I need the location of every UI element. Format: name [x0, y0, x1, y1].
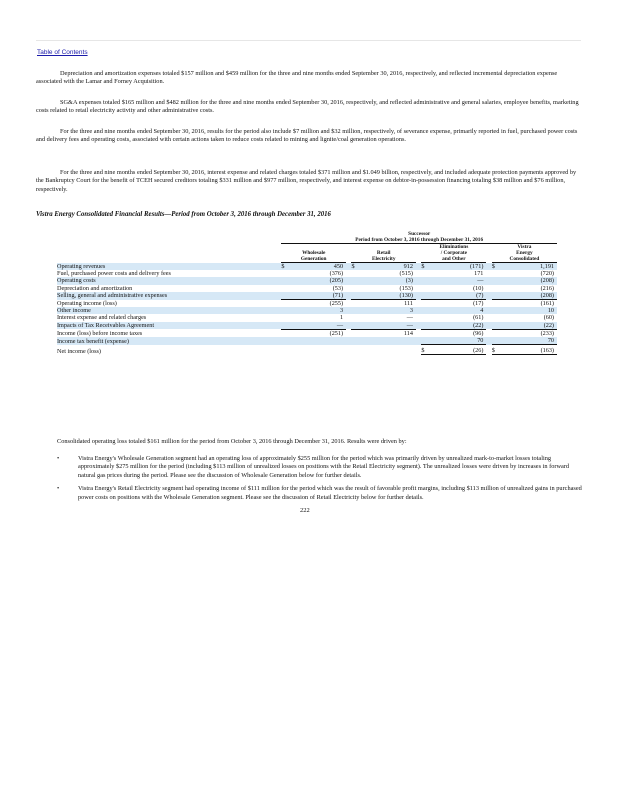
- header-rule: [36, 40, 581, 41]
- bullet-text: Vistra Energy's Retail Electricity segment had operating income of $111 million for the period which was the result of favorable profit margins, including $113 million of unrealized gains in purchased power costs on positions with the Wholesale Generation segment. Please see the discussion of Retail Electricity below for further details.: [78, 485, 582, 501]
- cell-value: 912: [359, 263, 416, 271]
- cell-value: (720): [540, 270, 554, 278]
- row-label: Operating income (loss): [57, 300, 117, 308]
- table-row: [57, 314, 557, 321]
- dollar-sign: $: [492, 263, 500, 271]
- cell-value: 450: [289, 263, 346, 271]
- cell-value: [289, 337, 346, 345]
- cell-value: (7): [429, 292, 486, 300]
- paragraph-interest: [36, 169, 581, 194]
- row-label: Impacts of Tax Receivables Agreement: [57, 322, 281, 330]
- paragraph-text: For the three and nine months ended September 30, 2016, results for the period also include $7 million and $32 million, respectively, of severance expense, primarily reported in fuel, purchased power costs and delivery fees and operating costs, associated with certain actions taken to reduce costs related to mining and lignite/coal generation operations.: [36, 128, 578, 144]
- bullet-icon: •: [57, 485, 60, 493]
- cell-value: 70: [429, 337, 486, 345]
- paragraph-text: For the three and nine months ended September 30, 2016, interest expense and related charges totaled $371 million and $1.049 billion, respectively, and included adequate protection payments approved by the Bankruptcy Court for the benefit of TCEH secured creditors totaling $331 million and $977 million, respectively, and interest expense on debtor-in-possession financing totaling $38 million and $76 million, respectively.: [36, 169, 577, 193]
- table-row: [57, 263, 557, 271]
- cell-value: 1,191: [499, 263, 557, 271]
- cell-value: (61): [473, 314, 484, 322]
- cell-value: (60): [543, 314, 554, 322]
- period-header: Period from October 3, 2016 through December 31, 2016: [281, 237, 557, 244]
- table-row: [57, 337, 557, 345]
- cell-value: —: [406, 314, 413, 322]
- row-label: Depreciation and amortization: [57, 284, 133, 292]
- cell-value: (205): [289, 277, 346, 284]
- cell-value: 70: [499, 337, 557, 345]
- row-label: Selling, general and administrative expenses: [57, 292, 281, 300]
- cell-value: (22): [429, 322, 486, 330]
- bullet-icon: •: [57, 455, 60, 462]
- cell-value: (163): [499, 345, 557, 355]
- page-number: 222: [300, 507, 310, 514]
- dollar-sign: $: [492, 345, 500, 355]
- dollar-sign: $: [421, 263, 429, 271]
- row-label: Income (loss) before income taxes: [57, 329, 143, 337]
- dollar-sign: $: [421, 345, 429, 355]
- cell-value: —: [289, 322, 346, 330]
- cell-value: 171: [474, 270, 484, 278]
- financial-results-table: [57, 231, 557, 355]
- cell-value: (171): [429, 263, 486, 271]
- table-row: [57, 300, 557, 308]
- cell-value: 1: [339, 314, 344, 322]
- cell-value: 10: [499, 307, 557, 314]
- cell-value: (376): [329, 270, 344, 278]
- col-header-consolidated: Vistra Energy Consolidated: [492, 244, 557, 263]
- table-row: [57, 270, 557, 277]
- dollar-sign: $: [351, 263, 359, 271]
- cell-value: (10): [473, 284, 484, 292]
- cell-value: (515): [399, 270, 413, 278]
- summary-text: Consolidated operating loss totaled $161 million for the period from October 3, 2016 through December 31, 2016. Results were driven by:: [57, 438, 407, 445]
- row-label: Operating costs: [57, 277, 281, 284]
- cell-value: (53): [332, 284, 344, 292]
- cell-value: 3: [359, 307, 416, 314]
- bullet-text: Vistra Energy's Wholesale Generation segment had an operating loss of approximately $255 million for the period which was primarily driven by unrealized mark-to-market losses totaling approximately $275 million for the period (including $113 million of unrealized losses on positions with the Retail Electricity segment). The unrealized losses were driven by increases in forward natural gas prices during the period. Please see the discussion of Wholesale Generation below for further details.: [78, 455, 570, 479]
- cell-value: (255): [329, 300, 344, 308]
- cell-value: (153): [399, 284, 413, 292]
- cell-value: 114: [403, 329, 413, 337]
- table-of-contents-link[interactable]: Table of Contents: [37, 49, 88, 56]
- cell-value: (251): [329, 329, 344, 337]
- cell-value: (22): [499, 322, 557, 330]
- paragraph-severance: [36, 128, 581, 145]
- cell-value: (130): [359, 292, 416, 300]
- paragraph-depreciation: [36, 70, 581, 87]
- table-row: [57, 285, 557, 292]
- dollar-sign: $: [281, 263, 289, 271]
- table-row: [57, 307, 557, 314]
- row-label: Other income: [57, 307, 281, 314]
- cell-value: (208): [499, 292, 557, 300]
- table-row: [57, 345, 557, 355]
- cell-value: (71): [289, 292, 346, 300]
- paragraph-sga: [36, 99, 581, 116]
- table-row: [57, 277, 557, 284]
- driver-bullet-list: [57, 455, 582, 507]
- row-label: Operating revenues: [57, 263, 281, 271]
- col-header-eliminations: Eliminations / Corporate and Other: [421, 244, 486, 263]
- cell-value: (216): [540, 284, 554, 292]
- paragraph-text: Depreciation and amortization expenses totaled $157 million and $459 million for the three and nine months ended September 30, 2016, respectively, and reflected incremental depreciation expense associated with the Lamar and Forney Acquisition.: [36, 70, 558, 86]
- section-heading: Vistra Energy Consolidated Financial Results—Period from October 3, 2016 through December 31, 2016: [36, 211, 331, 218]
- cell-value: 3: [289, 307, 346, 314]
- cell-value: 4: [429, 307, 486, 314]
- list-item: [57, 455, 582, 480]
- list-item: [57, 485, 582, 502]
- col-header-retail: Retail Electricity: [351, 244, 416, 263]
- cell-value: 111: [404, 300, 413, 308]
- table-row: [57, 322, 557, 330]
- successor-header: Successor: [408, 231, 431, 237]
- cell-value: (96): [473, 329, 484, 337]
- row-label: Interest expense and related charges: [57, 314, 147, 322]
- table-row: [57, 329, 557, 337]
- cell-value: (233): [540, 329, 554, 337]
- cell-value: [359, 337, 416, 345]
- cell-value: (17): [473, 300, 484, 308]
- cell-value: (26): [429, 345, 486, 355]
- table-row: [57, 292, 557, 300]
- cell-value: (161): [540, 300, 554, 308]
- cell-value: —: [429, 277, 486, 284]
- cell-value: (3): [359, 277, 416, 284]
- paragraph-text: SG&A expenses totaled $165 million and $482 million for the three and nine months ended September 30, 2016, respectively, and reflected administrative and general salaries, employee benefits, marketing costs related to retail electricity activity and other administrative costs.: [36, 99, 579, 115]
- row-label: Fuel, purchased power costs and delivery fees: [57, 270, 171, 278]
- cell-value: —: [359, 322, 416, 330]
- col-header-wholesale: Wholesale Generation: [281, 244, 346, 263]
- row-label: Income tax benefit (expense): [57, 337, 281, 345]
- cell-value: (208): [499, 277, 557, 284]
- row-label: Net income (loss): [57, 347, 101, 355]
